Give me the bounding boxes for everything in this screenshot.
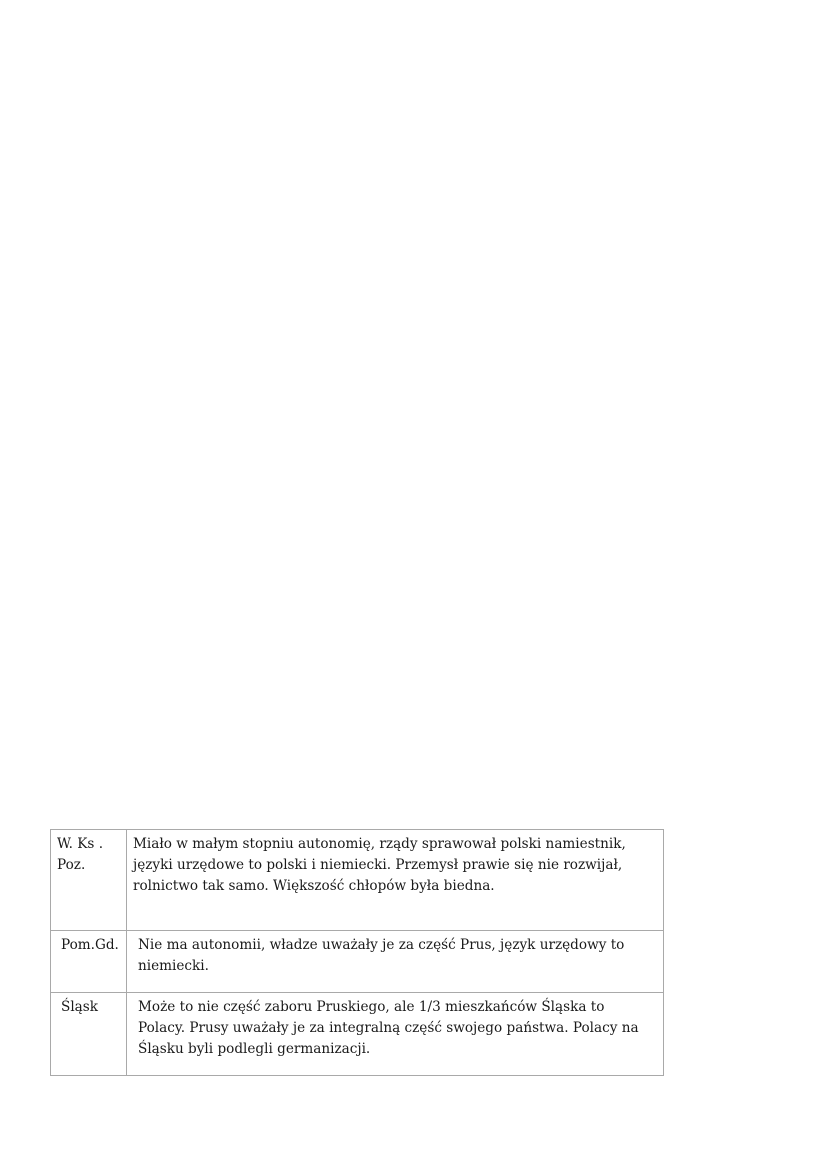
table-row [51,993,664,1076]
description-cell [127,830,664,931]
region-cell [51,993,127,1076]
region-description: Nie ma autonomii, władze uważały je za część Prus, język urzędowy to niemiecki. [138,937,625,974]
region-name: Śląsk [61,999,98,1015]
region-description: Miało w małym stopniu autonomię, rządy sprawował polski namiestnik, języki urzędowe to polski i niemiecki. Przemysł prawie się nie rozwijał, rolnictwo tak samo. Większość chłopów była biedna. [133,836,626,894]
region-cell [51,931,127,993]
regions-table [50,829,664,1076]
region-name: W. Ks . Poz. [57,836,104,873]
region-name: Pom.Gd. [61,937,119,953]
description-cell [127,993,664,1076]
region-description: Może to nie część zaboru Pruskiego, ale 1/3 mieszkańców Śląska to Polacy. Prusy uważały je za integralną część swojego państwa. Polacy na Śląsku byli podlegli germanizacji. [138,999,639,1057]
table-row [51,830,664,931]
region-cell [51,830,127,931]
table-row [51,931,664,993]
description-cell [127,931,664,993]
